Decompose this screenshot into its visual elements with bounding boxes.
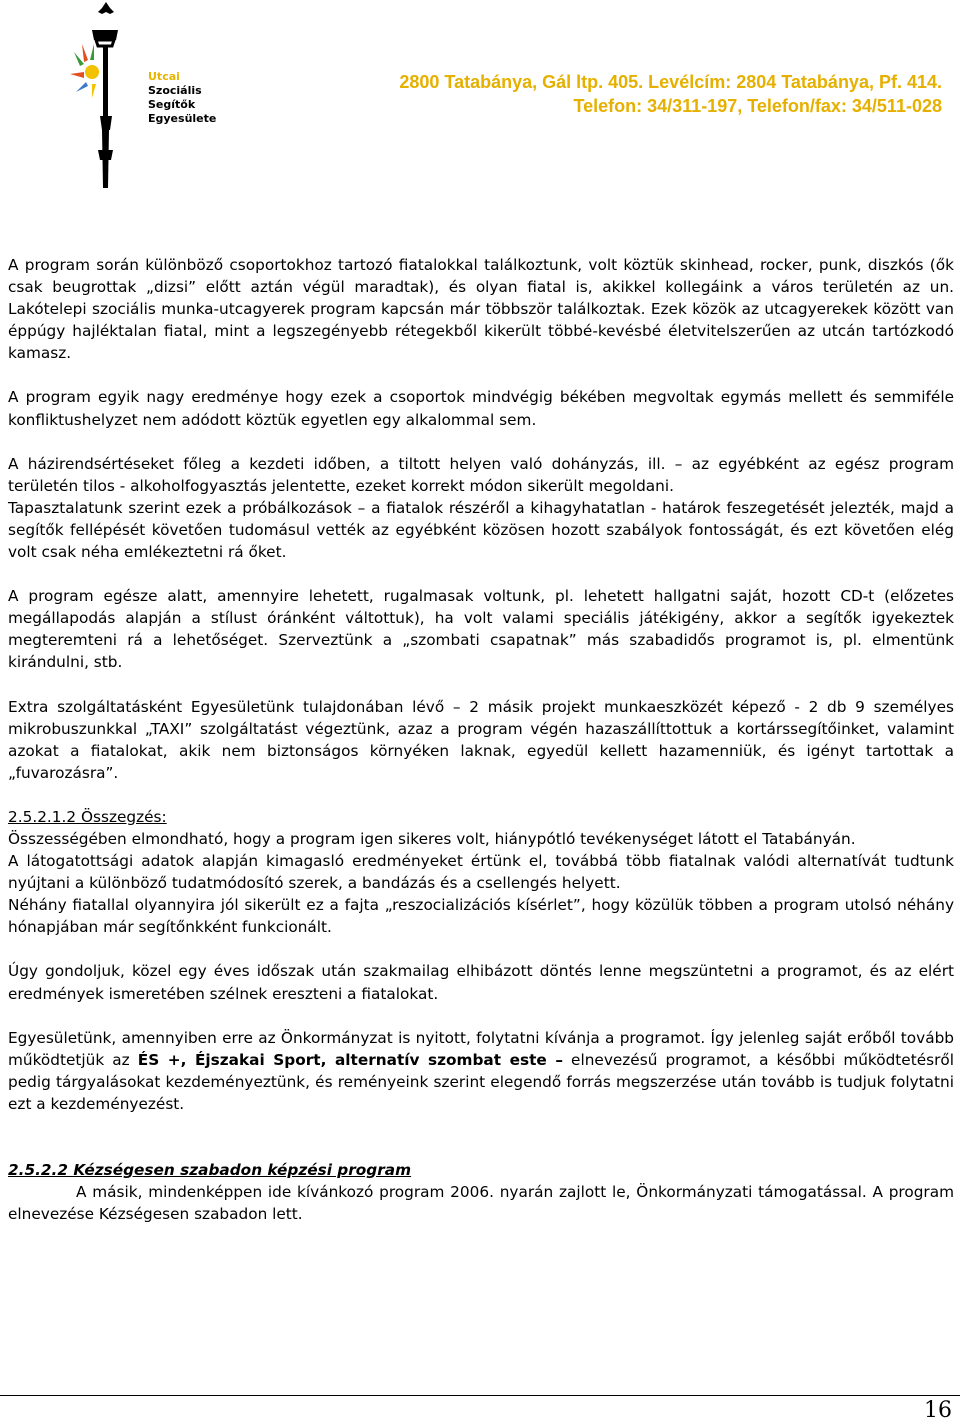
paragraph: A házirendsértéseket főleg a kezdeti időben, a tiltott helyen való dohányzás, ill. – az egyébként az egész program területén tilos - alkoholfogyasztás jelentette, ezeket korrekt módon sikerült megoldani.	[8, 454, 954, 495]
page-number: 16	[924, 1398, 952, 1423]
paragraph: Úgy gondoljuk, közel egy éves időszak után szakmailag elhibázott döntés lenne megszüntetni a programot, és az elért eredmények ismeretében szélnek ereszteni a fiatalokat.	[8, 962, 954, 1003]
org-name-line: Egyesülete	[148, 112, 217, 125]
paragraph: A program során különböző csoportokhoz tartozó fiatalokkal találkoztunk, volt köztük skinhead, rocker, punk, diszkós (ők csak beugrottak „dizsi” előtt aztán végül maradtak), és olyan fiatal is, akikkel kollegáink a város területén az un. Lakótelepi szociális munka-utcagyerek program kapcsán már többször találkoztak. Ezek közök az utcagyerekek között van éppúgy hajléktalan fiatal, mint a legszegényebb rétegekből kikerült többé-kevésbé életvitelszerűen az utcán tartózkodó kamasz.	[8, 256, 954, 363]
document-body	[8, 254, 954, 1225]
organization-name	[148, 70, 216, 126]
paragraph-text: Egyesületünk, amennyiben erre az Önkormányzat is nyitott, folytatni kívánja a programot. Így jelenleg saját erőből tovább működtetjük az	[8, 1028, 954, 1069]
organization-logo-icon	[62, 0, 152, 195]
org-name-line: Segítők	[148, 98, 196, 111]
program-name: ÉS +, Éjszakai Sport, alternatív szombat este –	[137, 1050, 563, 1069]
paragraph: A program egyik nagy eredménye hogy ezek a csoportok mindvégig békében megvoltak egymás mellett és semmiféle konfliktushelyzet nem adódott köztük egyetlen egy alkalommal sem.	[8, 388, 954, 429]
section-heading: 2.5.2.1.2 Összegzés:	[8, 807, 167, 826]
paragraph: Extra szolgáltatásként Egyesületünk tulajdonában lévő – 2 másik projekt munkaeszközét képező - 2 db 9 személyes mikrobuszunkkal „TAXI” szolgáltatást végeztünk, azaz a program végén hazaszállíttottuk a kortárssegítőinket, valamint azokat a fiatalokat, akik nem biztonságos környéken laknak, egyedül kellett hazamenniük, és igényt tartottak a „fuvarozásra”.	[8, 697, 954, 782]
paragraph: A másik, mindenképpen ide kívánkozó program 2006. nyarán zajlott le, Önkormányzati támogatással. A program elnevezése Kézségesen szabadon lett.	[8, 1183, 954, 1224]
page-header	[0, 0, 960, 200]
paragraph-text: elnevezésű programot, a későbbi működtetésről pedig tárgyalásokat kezdeményeztünk, és reményeink szerint elegendő forrás megszerzése után tovább is tudjuk folytatni ezt a kezdeményezést.	[8, 1050, 954, 1113]
section-heading: 2.5.2.2 Kézségesen szabadon képzési program	[8, 1161, 412, 1179]
paragraph: Tapasztalatunk szerint ezek a próbálkozások – a fiatalok részéről a kihagyhatatlan - határok feszegetését jelezték, majd a segítők fellépését követően tudomásul vették az egyébként közösen hozott szabályok fontosságát, és ezt követően elég volt csak néha emlékeztetni rá őket.	[8, 498, 954, 562]
paragraph: A látogatottsági adatok alapján kimagasló eredményeket értünk el, továbbá több fiatalnak valódi alternatívát tudtunk nyújtani a különböző tudatmódosító szerek, a bandázás és a csellengés helyett.	[8, 852, 954, 893]
paragraph: A program egésze alatt, amennyire lehetett, rugalmasak voltunk, pl. lehetett hallgatni saját, hozott CD-t (előzetes megállapodás alapján a stílust óránként váltottuk), ha volt valami speciális játékigény, akkor a segítők igyekeztek megteremteni rá a lehetőséget. Szerveztünk a „szombati csapatnak” más szabadidős programot is, pl. elmentünk kirándulni, stb.	[8, 587, 954, 672]
paragraph: Néhány fiatallal olyannyira jól sikerült ez a fajta „reszocializációs kísérlet”, hogy közülük többen a program utolsó néhány hónapjában már segítőnkként funkcionált.	[8, 896, 954, 937]
paragraph	[8, 1027, 954, 1115]
org-name-line: Szociális	[148, 84, 202, 97]
contact-address	[399, 70, 942, 118]
org-name-line: Utcai	[148, 70, 180, 83]
footer-divider	[0, 1395, 960, 1396]
address-line: 2800 Tatabánya, Gál ltp. 405. Levélcím: 2804 Tatabánya, Pf. 414.	[399, 72, 942, 92]
paragraph: Összességében elmondható, hogy a program igen sikeres volt, hiánypótló tevékenységet látott el Tatabányán.	[8, 829, 856, 848]
phone-line: Telefon: 34/311-197, Telefon/fax: 34/511-028	[573, 96, 942, 116]
